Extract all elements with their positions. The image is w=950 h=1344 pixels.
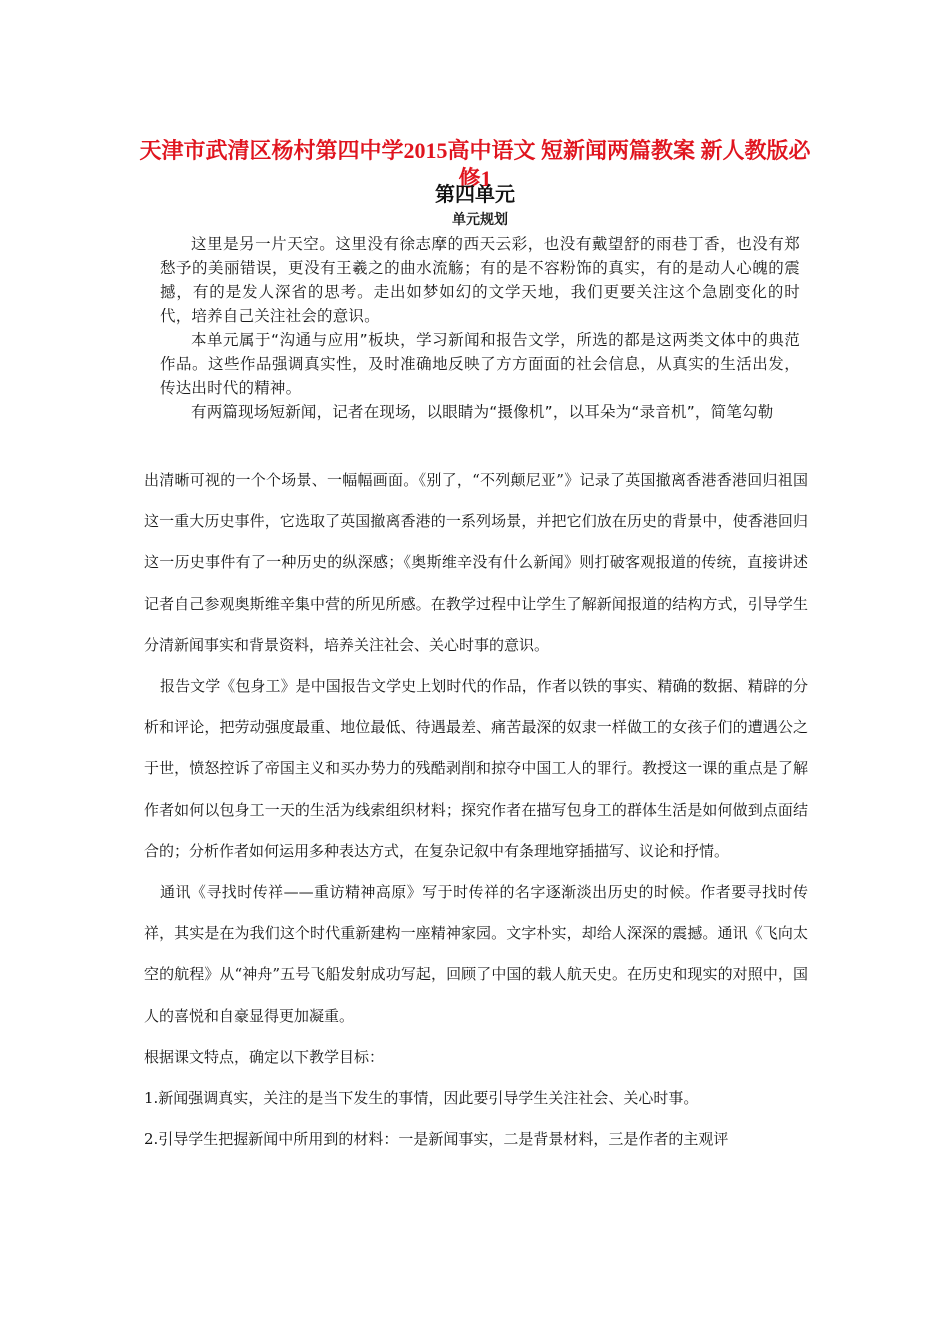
teaching-goals-intro: 根据课文特点，确定以下教学目标：: [144, 1047, 385, 1066]
document-title: 天津市武清区杨村第四中学2015高中语文 短新闻两篇教案 新人教版必修1: [139, 137, 811, 191]
unit-heading: 第四单元: [435, 184, 515, 206]
body-paragraph-tongxun: 通讯《寻找时传祥——重访精神高原》写于时传祥的名字逐渐淡出历史的时候。作者要寻找时传祥，其实是在为我们这个时代重新建构一座精神家园。文字朴实，却给人深深的震撼。通讯《飞向太空的航程》从“神舟”五号飞船发射成功写起，回顾了中国的载人航天史。在历史和现实的对照中，国人的喜悦和自豪显得更加凝重。: [144, 883, 808, 1025]
unit-scope-paragraph: 本单元属于“沟通与应用”板块，学习新闻和报告文学，所选的都是这两类文体中的典范作品。这些作品强调真实性，及时准确地反映了方方面面的社会信息，从真实的生活出发，传达出时代的精神。: [160, 331, 800, 397]
teaching-goal-2: 2.引导学生把握新闻中所用到的材料：一是新闻事实，二是背景材料，三是作者的主观评: [144, 1130, 729, 1149]
news-intro-paragraph: 有两篇现场短新闻，记者在现场，以眼睛为“摄像机”，以耳朵为“录音机”，简笔勾勒: [191, 403, 774, 421]
body-text: [144, 460, 808, 1160]
scanned-text-block: [160, 210, 800, 430]
teaching-goal-1: 1.新闻强调真实，关注的是当下发生的事情，因此要引导学生关注社会、关心时事。: [144, 1089, 699, 1108]
unit-plan-heading: 单元规划: [452, 212, 508, 228]
body-paragraph-news: 出清晰可视的一个个场景、一幅幅画面。《别了，“不列颠尼亚”》记录了英国撤离香港香港回归祖国这一重大历史事件，它选取了英国撤离香港的一系列场景，并把它们放在历史的背景中，使香港回归这一历史事件有了一种历史的纵深感；《奥斯维辛没有什么新闻》则打破客观报道的传统，直接讲述记者自己参观奥斯维辛集中营的所见所感。在教学过程中让学生了解新闻报道的结构方式，引导学生分清新闻事实和背景资料，培养关注社会、关心时事的意识。: [144, 471, 808, 654]
intro-paragraph: 这里是另一片天空。这里没有徐志摩的西天云彩，也没有戴望舒的雨巷丁香，也没有郑愁予的美丽错误，更没有王羲之的曲水流觞；有的是不容粉饰的真实，有的是动人心魄的震撼，有的是发人深省的思考。走出如梦如幻的文学天地，我们更要关注这个急剧变化的时代，培养自己关注社会的意识。: [160, 235, 800, 325]
body-paragraph-baoshengong: 报告文学《包身工》是中国报告文学史上划时代的作品，作者以铁的事实、精确的数据、精辟的分析和评论，把劳动强度最重、地位最低、待遇最差、痛苦最深的奴隶一样做工的女孩子们的遭遇公之于世，愤怒控诉了帝国主义和买办势力的残酷剥削和掠夺中国工人的罪行。教授这一课的重点是了解作者如何以包身工一天的生活为线索组织材料；探究作者在描写包身工的群体生活是如何做到点面结合的；分析作者如何运用多种表达方式，在复杂记叙中有条理地穿插描写、议论和抒情。: [144, 677, 808, 860]
